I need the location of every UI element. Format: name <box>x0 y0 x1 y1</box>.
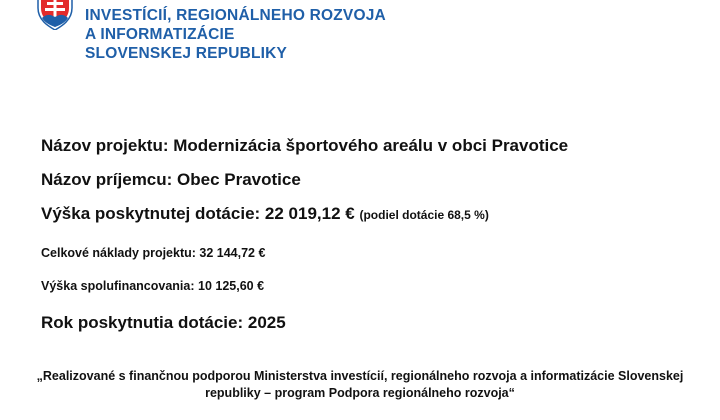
ministry-line-3: SLOVENSKEJ REPUBLIKY <box>85 45 288 62</box>
cofinancing: Výška spolufinancovania: 10 125,60 € <box>41 279 265 293</box>
total-costs: Celkové náklady projektu: 32 144,72 € <box>41 246 266 260</box>
funding-statement <box>30 368 690 402</box>
coat-of-arms-icon <box>36 0 74 30</box>
grant-amount: Výška poskytnutej dotácie: 22 019,12 € <box>41 204 355 223</box>
project-name: Názov projektu: Modernizácia športového areálu v obci Pravotice <box>41 136 569 155</box>
grant-share: (podiel dotácie 68,5 %) <box>359 208 489 222</box>
funding-statement-line-2: republiky – program Podpora regionálneho rozvoja“ <box>205 386 515 400</box>
grant-year: Rok poskytnutia dotácie: 2025 <box>41 313 286 332</box>
ministry-line-2: A INFORMATIZÁCIE <box>85 26 235 43</box>
ministry-header <box>36 0 436 62</box>
recipient-name: Názov príjemcu: Obec Pravotice <box>41 170 301 189</box>
ministry-line-1: INVESTÍCIÍ, REGIONÁLNEHO ROZVOJA <box>85 7 386 24</box>
grant-amount-row <box>41 204 489 225</box>
funding-statement-line-1: „Realizované s finančnou podporou Ministerstva investícií, regionálneho rozvoja a informatizácie Slovenskej <box>36 369 684 383</box>
ministry-name <box>85 6 386 63</box>
